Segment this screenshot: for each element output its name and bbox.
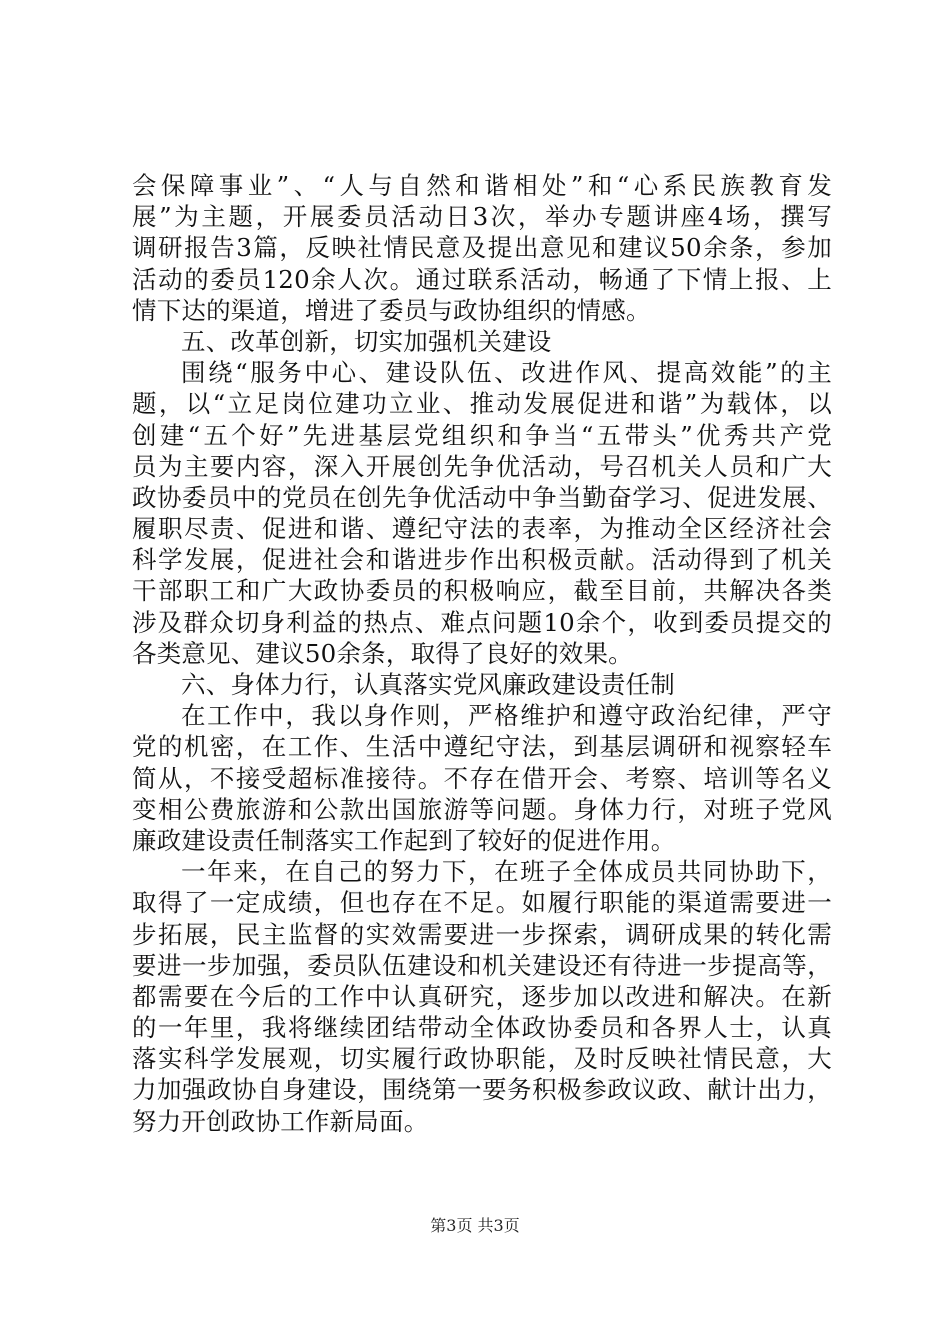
section-heading bbox=[132, 326, 832, 357]
text-line: 展”为主题，开展委员活动日3次，举办专题讲座4场，撰写 bbox=[132, 202, 832, 232]
text-line: 活动的委员120余人次。通过联系活动，畅通了下情上报、上 bbox=[132, 264, 832, 294]
text-line: 情下达的渠道，增进了委员与政协组织的情感。 bbox=[132, 295, 651, 325]
text-line: 党的机密，在工作、生活中遵纪守法，到基层调研和视察轻车 bbox=[132, 732, 832, 762]
text-line: 科学发展，促进社会和谐进步作出积极贡献。活动得到了机关 bbox=[132, 545, 832, 575]
section-heading bbox=[132, 669, 832, 700]
text-line: 干部职工和广大政协委员的积极响应，截至目前，共解决各类 bbox=[132, 576, 832, 606]
text-line: 在工作中，我以身作则，严格维护和遵守政治纪律，严守 bbox=[181, 701, 832, 731]
paragraph bbox=[132, 700, 832, 856]
text-line: 五、改革创新，切实加强机关建设 bbox=[181, 326, 552, 356]
text-line: 涉及群众切身利益的热点、难点问题10余个，收到委员提交的 bbox=[132, 607, 832, 637]
text-line: 努力开创政协工作新局面。 bbox=[132, 1106, 429, 1136]
page-footer: 第3页 共3页 bbox=[430, 1216, 520, 1235]
text-line: 围绕“服务中心、建设队伍、改进作风、提高效能”的主 bbox=[181, 358, 832, 388]
text-line: 要进一步加强，委员队伍建设和机关建设还有待进一步提高等， bbox=[132, 950, 832, 980]
text-line: 廉政建设责任制落实工作起到了较好的促进作用。 bbox=[132, 825, 676, 855]
text-line: 取得了一定成绩，但也存在不足。如履行职能的渠道需要进一 bbox=[132, 888, 832, 918]
paragraph bbox=[132, 170, 832, 326]
text-line: 落实科学发展观，切实履行政协职能，及时反映社情民意，大 bbox=[132, 1044, 832, 1074]
text-line: 各类意见、建议50余条，取得了良好的效果。 bbox=[132, 638, 633, 668]
text-line: 题，以“立足岗位建功立业、推动发展促进和谐”为载体，以 bbox=[132, 389, 832, 419]
text-line: 变相公费旅游和公款出国旅游等问题。身体力行，对班子党风 bbox=[132, 794, 832, 824]
text-line: 政协委员中的党员在创先争优活动中争当勤奋学习、促进发展、 bbox=[132, 482, 832, 512]
text-line: 会保障事业”、“人与自然和谐相处”和“心系民族教育发 bbox=[132, 171, 832, 200]
text-line: 员为主要内容，深入开展创先争优活动，号召机关人员和广大 bbox=[132, 451, 832, 481]
text-line: 一年来，在自己的努力下，在班子全体成员共同协助下， bbox=[181, 857, 832, 887]
text-line: 创建“五个好”先进基层党组织和争当“五带头”优秀共产党 bbox=[132, 420, 832, 450]
text-line: 六、身体力行，认真落实党风廉政建设责任制 bbox=[181, 670, 675, 699]
document-body bbox=[132, 170, 832, 1137]
text-line: 简从，不接受超标准接待。不存在借开会、考察、培训等名义 bbox=[132, 763, 832, 793]
text-line: 力加强政协自身建设，围绕第一要务积极参政议政、献计出力， bbox=[132, 1075, 832, 1105]
text-line: 的一年里，我将继续团结带动全体政协委员和各界人士，认真 bbox=[132, 1013, 832, 1043]
text-line: 都需要在今后的工作中认真研究，逐步加以改进和解决。在新 bbox=[132, 981, 832, 1011]
paragraph bbox=[132, 856, 832, 1137]
paragraph bbox=[132, 357, 832, 669]
text-line: 调研报告3篇，反映社情民意及提出意见和建议50余条，参加 bbox=[132, 233, 832, 263]
text-line: 履职尽责、促进和谐、遵纪守法的表率，为推动全区经济社会 bbox=[132, 514, 832, 544]
text-line: 步拓展，民主监督的实效需要进一步探索，调研成果的转化需 bbox=[132, 919, 832, 949]
